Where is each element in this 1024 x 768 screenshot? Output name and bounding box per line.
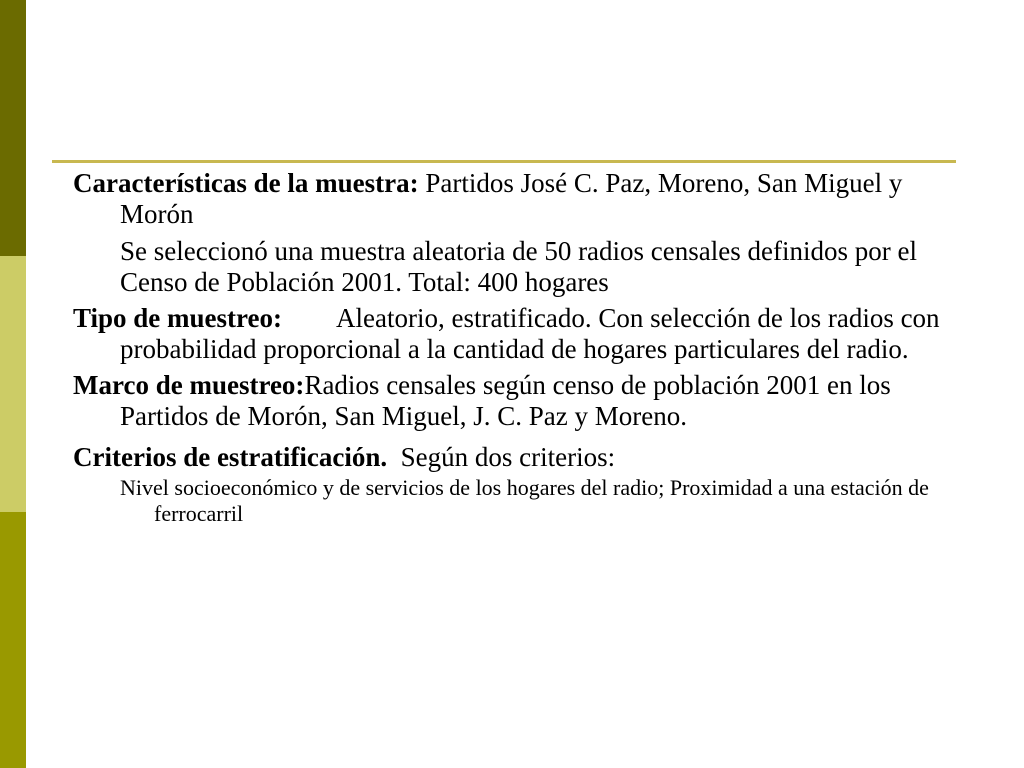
slide-body xyxy=(73,168,973,527)
marco-label: Marco de muestreo: xyxy=(73,370,305,400)
caracteristicas-detail: Se seleccionó una muestra aleatoria de 50 radios censales definidos por el Censo de Población 2001. Total: 400 hogares xyxy=(120,236,917,297)
criterios-label: Criterios de estratificación. xyxy=(73,442,388,472)
tipo-text: Aleatorio, estratificado. Con selección de los radios con probabilidad proporcional a la cantidad de hogares particulares del radio. xyxy=(120,303,940,364)
side-bar-bottom xyxy=(0,512,26,768)
caracteristicas-label: Características de la muestra: xyxy=(73,168,419,198)
criterios-detail: Nivel socioeconómico y de servicios de los hogares del radio; Proximidad a una estación de ferrocarril xyxy=(120,475,929,526)
side-bar-middle xyxy=(0,256,26,512)
title-divider xyxy=(52,160,956,163)
caracteristicas-paragraph xyxy=(73,168,973,230)
side-bar-top xyxy=(0,0,26,256)
caracteristicas-text: Partidos José C. Paz, Moreno, San Miguel y Morón xyxy=(120,168,903,229)
marco-text: Radios censales según censo de población 2001 en los Partidos de Morón, San Miguel, J. C. Paz y Moreno. xyxy=(120,370,891,431)
tipo-paragraph xyxy=(73,303,973,365)
criterios-text: Según dos criterios: xyxy=(387,442,616,472)
tipo-label: Tipo de muestreo: xyxy=(73,303,282,333)
criterios-paragraph xyxy=(73,442,973,473)
marco-paragraph xyxy=(73,370,973,432)
